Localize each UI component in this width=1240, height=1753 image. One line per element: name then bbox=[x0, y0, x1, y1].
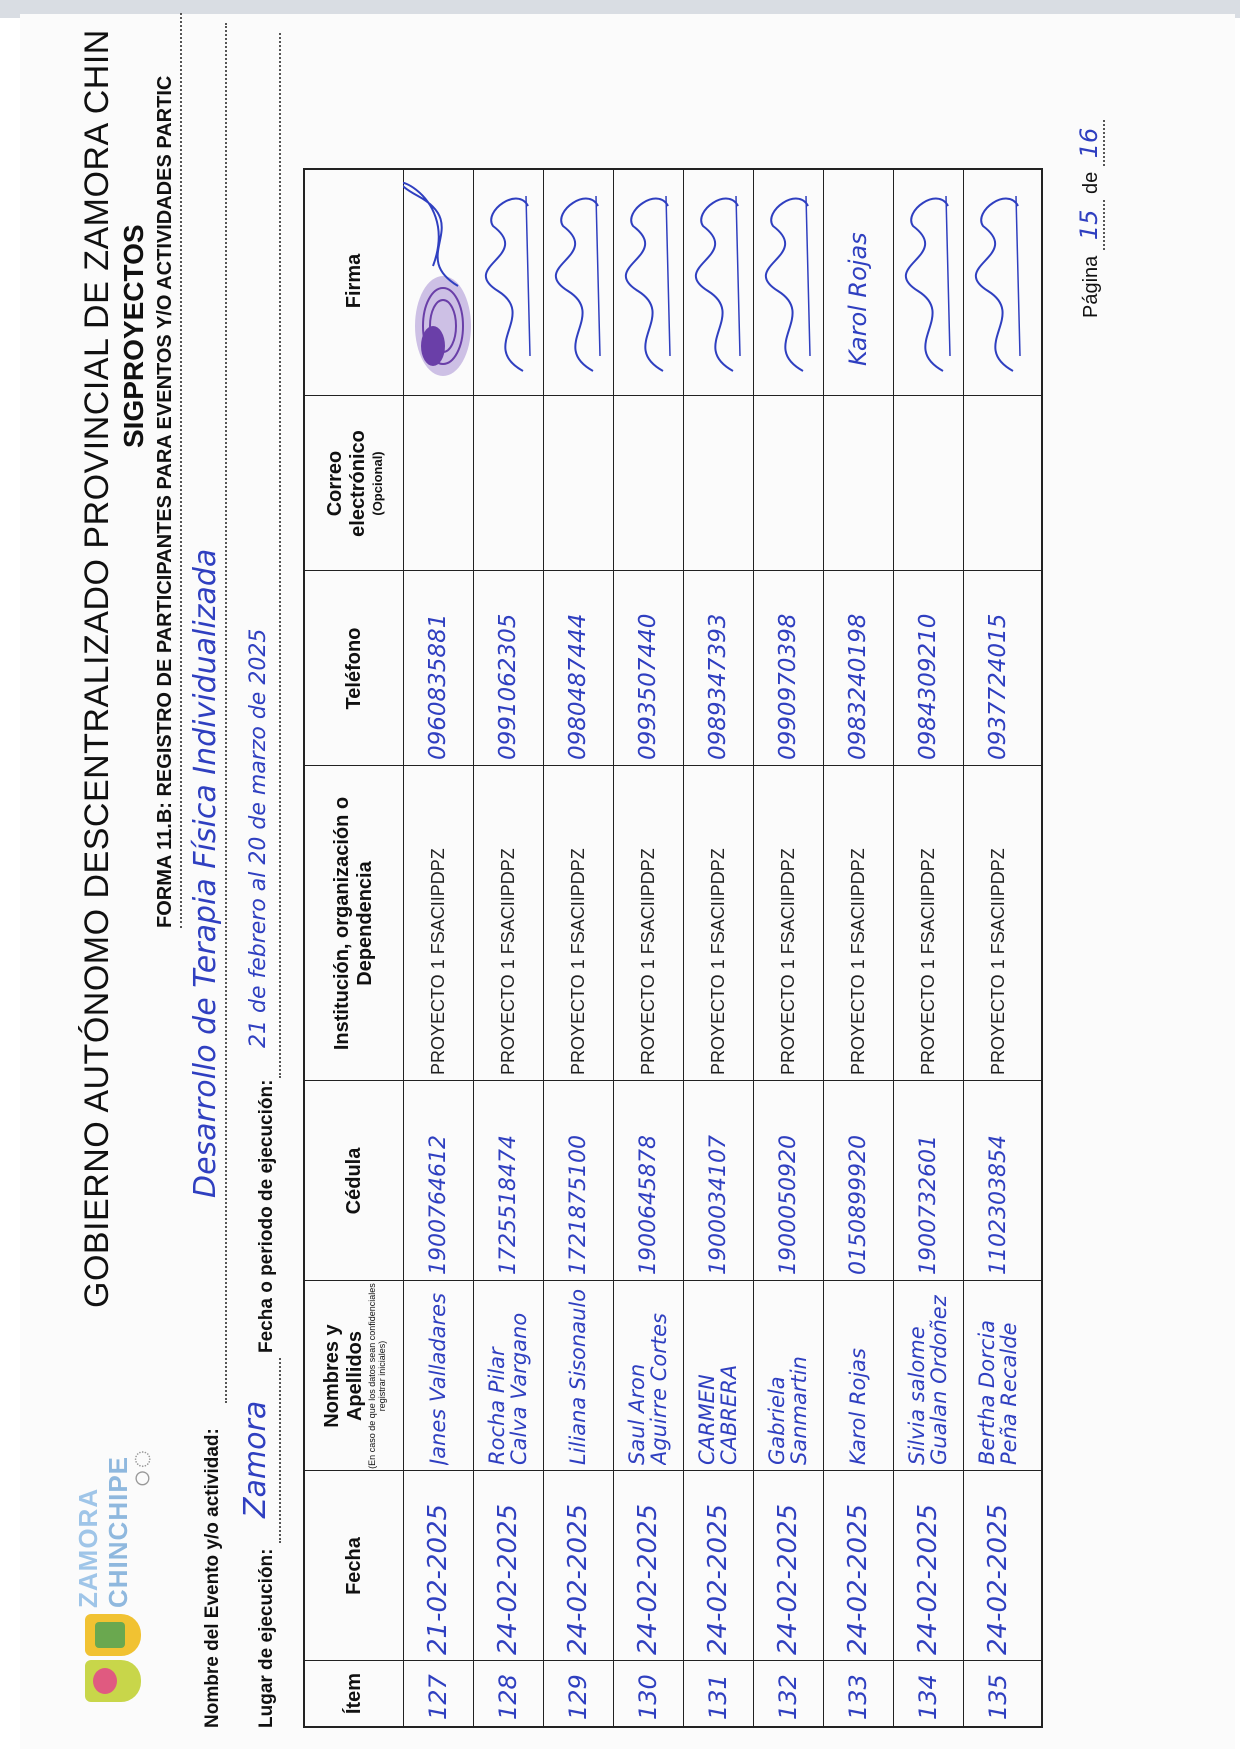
cell-telefono: 0980487444 bbox=[565, 613, 591, 760]
cell-correo bbox=[543, 400, 613, 565]
col-header-fecha: Fecha bbox=[342, 1537, 365, 1595]
cell-correo bbox=[613, 400, 683, 565]
signature bbox=[403, 171, 473, 386]
document-title: GOBIERNO AUTÓNOMO DESCENTRALIZADO PROVINCIAL DE ZAMORA CHIN bbox=[78, 29, 116, 1308]
participants-table bbox=[303, 168, 1043, 1728]
cell-institucion: PROYECTO 1 FSACIIPDPZ bbox=[497, 848, 518, 1075]
signature bbox=[823, 171, 893, 386]
cell-fecha: 21-02-2025 bbox=[423, 1503, 453, 1655]
cell-item: 130 bbox=[634, 1674, 662, 1720]
period-value: 21 de febrero al 20 de marzo de 2025 bbox=[246, 628, 271, 1048]
cell-telefono: 0989347393 bbox=[705, 613, 731, 760]
cell-telefono: 0991062305 bbox=[495, 613, 521, 760]
cell-institucion: PROYECTO 1 FSACIIPDPZ bbox=[427, 848, 448, 1075]
cell-fecha: 24-02-2025 bbox=[983, 1503, 1013, 1655]
cell-fecha: 24-02-2025 bbox=[563, 1503, 593, 1655]
cell-nombre: Janes Valladares bbox=[426, 1292, 450, 1465]
cell-item: 132 bbox=[774, 1674, 802, 1720]
cell-item: 128 bbox=[494, 1674, 522, 1720]
cell-nombre: CARMEN CABRERA bbox=[695, 1364, 741, 1465]
form-title: FORMA 11.B: REGISTRO DE PARTICIPANTES PARA EVENTOS Y/O ACTIVIDADES PARTIC bbox=[154, 75, 176, 928]
cell-telefono: 0990970398 bbox=[775, 613, 801, 760]
cell-institucion: PROYECTO 1 FSACIIPDPZ bbox=[847, 848, 868, 1075]
cell-nombre: Rocha Pilar Calva Vargano bbox=[485, 1312, 531, 1465]
cell-institucion: PROYECTO 1 FSACIIPDPZ bbox=[777, 848, 798, 1075]
cell-nombre: Liliana Sisonaulo bbox=[566, 1288, 590, 1465]
cell-cedula: 1721875100 bbox=[565, 1135, 591, 1275]
col-header-nombres: Nombres y Apellidos (En caso de que los datos sean confidenciales registrar iniciales) bbox=[321, 1283, 387, 1469]
cell-cedula: 1900050920 bbox=[775, 1135, 801, 1275]
page-counter: Página 15 de 16 bbox=[1075, 120, 1103, 318]
shield-left-icon bbox=[85, 1660, 141, 1702]
signature-text: Karol Rojas bbox=[844, 232, 872, 366]
cell-fecha: 24-02-2025 bbox=[843, 1503, 873, 1655]
period-line bbox=[279, 33, 281, 1078]
cell-item: 127 bbox=[424, 1674, 452, 1720]
handwritten-signature-icon bbox=[963, 171, 1033, 386]
event-name-value: Desarrollo de Terapia Física Individualizada bbox=[188, 548, 223, 1198]
cell-cedula: 1102303854 bbox=[985, 1135, 1011, 1275]
cell-item: 135 bbox=[984, 1674, 1012, 1720]
logo-text-bottom: CHINCHIPE bbox=[103, 1455, 133, 1608]
place-label: Lugar de ejecución: bbox=[256, 1548, 277, 1728]
cell-fecha: 24-02-2025 bbox=[493, 1503, 523, 1655]
cell-fecha: 24-02-2025 bbox=[703, 1503, 733, 1655]
col-header-correo: Correo electrónico (Opcional) bbox=[323, 430, 385, 537]
handwritten-signature-icon bbox=[613, 171, 683, 386]
cell-nombre: Karol Rojas bbox=[846, 1348, 870, 1465]
cell-institucion: PROYECTO 1 FSACIIPDPZ bbox=[567, 848, 588, 1075]
registration-form bbox=[20, 13, 1130, 1748]
cell-telefono: 0993507440 bbox=[635, 613, 661, 760]
signature bbox=[753, 171, 823, 386]
cell-institucion: PROYECTO 1 FSACIIPDPZ bbox=[707, 848, 728, 1075]
place-line bbox=[279, 1358, 281, 1543]
cell-telefono: 0960835881 bbox=[425, 613, 451, 760]
col-header-telefono: Teléfono bbox=[342, 627, 365, 710]
cell-nombre: Gabriela Sanmartin bbox=[765, 1356, 811, 1465]
col-header-institucion: Institución, organización o Dependencia bbox=[331, 796, 376, 1051]
cell-telefono: 0937724015 bbox=[985, 613, 1011, 760]
cell-correo bbox=[473, 400, 543, 565]
logo-text-top: ZAMORA bbox=[73, 1487, 103, 1608]
cell-institucion: PROYECTO 1 FSACIIPDPZ bbox=[637, 848, 658, 1075]
signature bbox=[473, 171, 543, 386]
cell-cedula: 1900764612 bbox=[425, 1135, 451, 1275]
fingerprint-icon bbox=[403, 171, 473, 386]
form-title-underline bbox=[180, 13, 182, 928]
cell-correo bbox=[893, 400, 963, 565]
cell-item: 133 bbox=[844, 1674, 872, 1720]
cell-cedula: 0150899920 bbox=[845, 1135, 871, 1275]
cell-cedula: 1900645878 bbox=[635, 1135, 661, 1275]
cell-cedula: 1725518474 bbox=[495, 1135, 521, 1275]
place-value: Zamora bbox=[238, 1400, 273, 1518]
system-title: SIGPROYECTOS bbox=[118, 224, 149, 448]
cell-item: 131 bbox=[704, 1674, 732, 1720]
cell-fecha: 24-02-2025 bbox=[913, 1503, 943, 1655]
provincial-logo bbox=[65, 1449, 175, 1708]
signature bbox=[683, 171, 753, 386]
event-name-line bbox=[225, 23, 227, 1403]
signature bbox=[543, 171, 613, 386]
handwritten-signature-icon bbox=[683, 171, 753, 386]
col-header-cedula: Cédula bbox=[342, 1147, 365, 1215]
cell-nombre: Saul Aron Aguirre Cortes bbox=[625, 1313, 671, 1465]
cell-correo bbox=[403, 400, 473, 565]
handwritten-signature-icon bbox=[893, 171, 963, 386]
cell-fecha: 24-02-2025 bbox=[773, 1503, 803, 1655]
decorative-loops-icon: ○◌ bbox=[123, 1449, 159, 1488]
col-header-firma: Firma bbox=[342, 253, 365, 309]
handwritten-signature-icon bbox=[543, 171, 613, 386]
cell-nombre: Bertha Dorcia Peña Recalde bbox=[975, 1320, 1021, 1465]
cell-telefono: 0984309210 bbox=[915, 613, 941, 760]
cell-cedula: 1900732601 bbox=[915, 1135, 941, 1275]
signature bbox=[963, 171, 1033, 386]
cell-item: 134 bbox=[914, 1674, 942, 1720]
cell-cedula: 1900034107 bbox=[705, 1135, 731, 1275]
col-header-item: Ítem bbox=[342, 1672, 365, 1715]
handwritten-signature-icon bbox=[473, 171, 543, 386]
cell-telefono: 0983240198 bbox=[845, 613, 871, 760]
cell-correo bbox=[753, 400, 823, 565]
cell-correo bbox=[683, 400, 753, 565]
period-label: Fecha o periodo de ejecución: bbox=[256, 1079, 277, 1353]
event-name-label: Nombre del Evento y/o actividad: bbox=[202, 1428, 223, 1728]
signature bbox=[613, 171, 683, 386]
cell-correo bbox=[823, 400, 893, 565]
cell-institucion: PROYECTO 1 FSACIIPDPZ bbox=[917, 848, 938, 1075]
cell-nombre: Silvia salome Gualan Ordoñez bbox=[905, 1295, 951, 1465]
cell-institucion: PROYECTO 1 FSACIIPDPZ bbox=[987, 848, 1008, 1075]
cell-correo bbox=[963, 400, 1033, 565]
signature bbox=[893, 171, 963, 386]
cell-item: 129 bbox=[564, 1674, 592, 1720]
handwritten-signature-icon bbox=[753, 171, 823, 386]
cell-fecha: 24-02-2025 bbox=[633, 1503, 663, 1655]
shield-right-icon bbox=[85, 1614, 141, 1656]
